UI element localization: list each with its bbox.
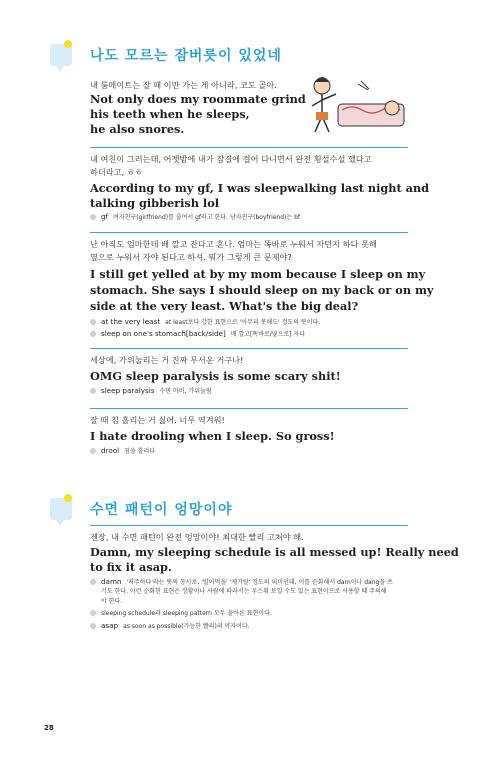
english-sentence-line: Damn, my sleeping schedule is all messed up! Really need: [90, 545, 459, 559]
vocab-note-continued: 야 한다.: [101, 598, 123, 605]
vocab-note: [90, 317, 320, 328]
english-sentence-line: According to my gf, I was sleepwalking last night and: [90, 181, 430, 195]
bullet-icon: [90, 214, 96, 220]
star-icon: [64, 40, 72, 48]
vocab-desc: at least보다 강한 표현으로 '아무리 못해도' 정도의 뜻이다.: [165, 319, 321, 326]
bullet-icon: [90, 448, 96, 454]
korean-sentence-line: 난 아직도 엄마한테 배 깔고 잔다고 혼나. 엄마는 똑바로 누워서 자던지 하다 못해: [90, 239, 377, 249]
vocab-term: damn: [101, 577, 122, 586]
vocab-term: at the very least: [101, 317, 161, 326]
korean-sentence-line: 내 여친이 그러는데, 어젯밤에 내가 잠결에 걸어 다니면서 완전 횡설수설 했다고: [90, 154, 372, 164]
vocab-note: [90, 446, 155, 457]
korean-sentence: 젠장, 내 수면 패턴이 완전 엉망이야! 최대한 빨리 고쳐야 해.: [90, 532, 304, 542]
korean-sentence: 세상에, 가위눌리는 거 진짜 무서운 거구나!: [90, 355, 244, 365]
bullet-icon: [90, 388, 96, 394]
vocab-term: asap: [101, 621, 119, 630]
english-sentence-line: talking gibberish lol: [90, 196, 220, 210]
vocab-note: [90, 609, 272, 619]
bullet-icon: [90, 610, 96, 616]
section-title: 수면 패턴이 엉망이야: [90, 502, 233, 518]
vocab-note: [90, 329, 305, 340]
vocab-term: gf: [101, 212, 109, 221]
english-sentence-line: his teeth when he sleeps,: [90, 107, 250, 121]
vocab-note: [90, 212, 300, 223]
speech-bubble-icon: [50, 498, 72, 520]
roommate-illustration: [298, 64, 408, 144]
vocab-desc: 여자친구(girlfriend)를 줄여서 gf라고 한다. 남자친구(boyfriend)는 bf: [113, 214, 301, 221]
divider: [90, 348, 408, 349]
divider: [90, 525, 408, 526]
page-number: 28: [44, 724, 54, 732]
vocab-term: sleep on one's stomach[back/side]: [101, 329, 226, 338]
vocab-desc: 배 깔고[똑바로/옆으로] 자다: [230, 331, 306, 338]
vocab-note: [90, 386, 212, 397]
korean-sentence: 내 룸메이트는 잘 때 이만 가는 게 아니라, 코도 골아.: [90, 80, 277, 90]
divider: [90, 147, 408, 148]
korean-sentence-line: 옆으로 누워서 자야 된다고 하셔. 뭐가 그렇게 큰 문제야?: [90, 252, 292, 262]
vocab-desc: 침을 흘리다: [124, 448, 156, 455]
english-sentence-line: Not only does my roommate grind: [90, 92, 306, 106]
vocab-desc: as soon as possible(가능한 빨리)의 약자이다.: [123, 623, 250, 630]
bullet-icon: [90, 331, 96, 337]
divider: [90, 232, 408, 233]
english-sentence-line: to fix it asap.: [90, 560, 172, 574]
star-icon: [64, 494, 72, 502]
bullet-icon: [90, 319, 96, 325]
bullet-icon: [90, 623, 96, 629]
english-sentence-line: OMG sleep paralysis is some scary shit!: [90, 369, 341, 383]
korean-sentence-line: 하더라고, ㅎㅎ: [90, 167, 143, 177]
divider: [90, 408, 408, 409]
vocab-term: drool: [101, 446, 120, 455]
vocab-desc: sleeping schedule과 sleeping pattern 모두 올바른 표현이다.: [101, 610, 272, 617]
english-sentence-line: I still get yelled at by my mom because I sleep on my: [90, 267, 426, 281]
korean-sentence: 잘 때 침 흘리는 거 싫어. 너무 역겨워!: [90, 415, 225, 425]
english-sentence-line: he also snores.: [90, 122, 185, 136]
vocab-term: sleep paralysis: [101, 386, 155, 395]
english-sentence-line: stomach. She says I should sleep on my back or on my: [90, 283, 434, 297]
bullet-icon: [90, 579, 96, 585]
english-sentence-line: side at the very least. What's the big deal?: [90, 299, 359, 313]
vocab-note: [90, 621, 250, 632]
english-sentence-line: I hate drooling when I sleep. So gross!: [90, 429, 335, 443]
section-title: 나도 모르는 잠버릇이 있었네: [90, 48, 282, 64]
speech-bubble-icon: [50, 44, 72, 66]
vocab-desc: '저주하다'라는 뜻의 동사로, '빌어먹을' '제기랄' 정도의 의미인데, 이를 순화해서 darn이나 dang을 쓰: [126, 579, 393, 586]
vocab-desc: 수면 마비, 가위눌림: [159, 388, 212, 395]
vocab-note-continued: 기도 한다. 이런 순화된 표현은 상황이나 사람에 따라서는 우스워 보일 수도 있는 표현이므로 사용할 때 주의해: [101, 588, 387, 595]
